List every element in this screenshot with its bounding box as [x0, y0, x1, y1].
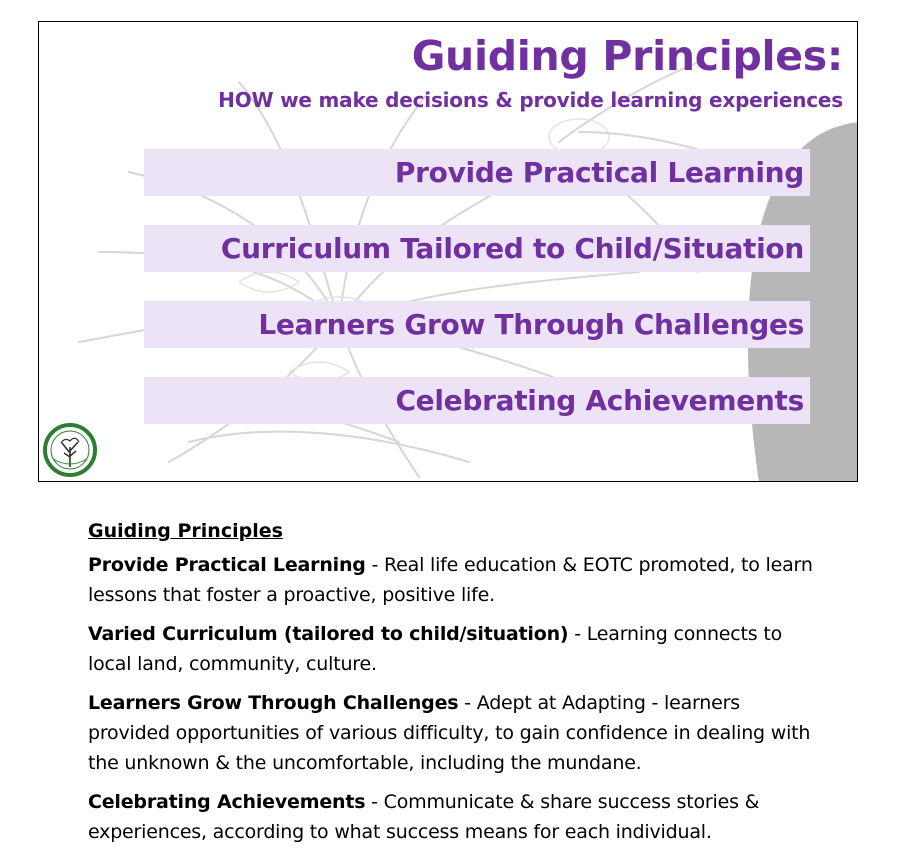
- slide-title: Guiding Principles:: [411, 32, 843, 80]
- note-item-achievements: [88, 787, 818, 847]
- note-description: - Learning connects to local land, community, culture.: [88, 623, 783, 675]
- notes-heading: Guiding Principles: [88, 520, 283, 542]
- slide-subtitle: HOW we make decisions & provide learning experiences: [218, 88, 843, 112]
- principle-bar-challenges: Learners Grow Through Challenges: [144, 301, 810, 348]
- note-item-challenges: [88, 688, 818, 778]
- note-item-practical-learning: [88, 550, 818, 610]
- note-term: Learners Grow Through Challenges: [88, 692, 459, 714]
- note-term: Provide Practical Learning: [88, 554, 366, 576]
- principle-bar-curriculum: Curriculum Tailored to Child/Situation: [144, 225, 810, 272]
- note-term: Celebrating Achievements: [88, 791, 366, 813]
- speaker-notes: [88, 516, 818, 856]
- school-logo: [43, 423, 97, 477]
- principle-bar-achievements: Celebrating Achievements: [144, 377, 810, 424]
- principle-bar-practical-learning: Provide Practical Learning: [144, 149, 810, 196]
- note-term: Varied Curriculum (tailored to child/situation): [88, 623, 569, 645]
- note-item-varied-curriculum: [88, 619, 818, 679]
- note-description: - Adept at Adapting - learners provided opportunities of various difficulty, to gain confidence in dealing with the unknown & the uncomfortable, including the mundane.: [88, 692, 811, 774]
- note-description: - Communicate & share success stories & experiences, according to what success means for each individual.: [88, 791, 760, 843]
- note-description: - Real life education & EOTC promoted, to learn lessons that foster a proactive, positive life.: [88, 554, 813, 606]
- slide-frame: [38, 21, 858, 482]
